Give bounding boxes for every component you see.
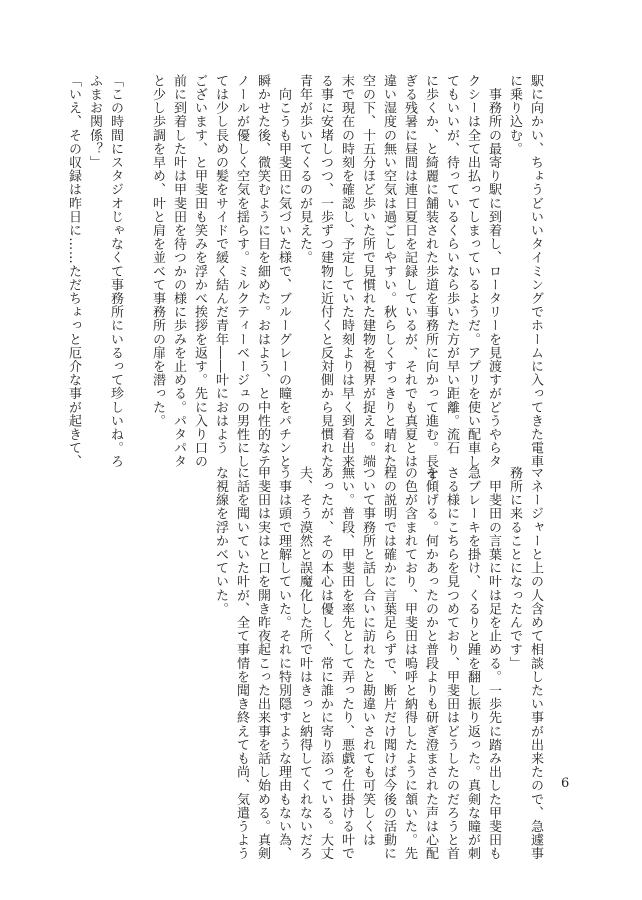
- text-column: に話を聞いていた叶が、全て事情を聞き終えても尚、気遣うよう: [234, 466, 249, 861]
- text-column: る事に安堵しつつ、一歩ずつ建物に近付くと反対側から見慣れた: [318, 74, 333, 469]
- blank-column: [126, 74, 147, 384]
- text-column: ぎる残暑に昼間は連日夏日を記録しているが、それでも真夏とは: [402, 74, 417, 469]
- text-column: と少し歩調を早め、叶と肩を並べて事務所の扉を潜った。: [150, 74, 165, 428]
- text-column: 事務所の最寄り駅に到着し、ロータリーを見渡すがどうやらタ: [486, 74, 501, 469]
- page-number: 6: [561, 776, 570, 791]
- text-column: 違い湿度の無い空気は過ごしやすい。秋らしくすっきりと晴れた: [381, 74, 396, 469]
- text-column: に乗り込む。: [507, 74, 522, 156]
- text-column: の色が含まれており、甲斐田は嗚呼と納得したように頷いた。先: [402, 466, 417, 861]
- text-column: てもいいが、待っているくらいなら歩いた方が早い距離。流石: [444, 74, 459, 455]
- text-column: 務所に来ることになったんです」: [507, 466, 522, 670]
- dialogue-column: 「いえ、その収録は昨日に……ただちょっと厄介な事が起きて、: [66, 74, 81, 469]
- dialogue-column: 「この時間にスタジオじゃなくて事務所にいるって珍しいね。ろ: [108, 74, 123, 469]
- text-column: ございます、と甲斐田も笑みを浮かべ挨拶を返す。先に入り口の: [192, 74, 207, 469]
- text-column: 夫、そう漠然と誤魔化した所で叶はきっと納得してくれないだろ: [297, 466, 312, 861]
- text-column: ては少し長めの髪をサイドで緩く結んだ青年――叶におはよう: [213, 74, 228, 455]
- text-column: 向こうも甲斐田に気づいた様で、ブルーグレーの瞳をパチンと: [276, 74, 291, 469]
- text-column: 駅に向かい、ちょうどいいタイミングでホームに入ってきた電車: [528, 74, 543, 469]
- text-column: 前に到着した叶は甲斐田を待つかの様に歩みを止める。パタパタ: [171, 74, 186, 469]
- text-column: に歩くか、と綺麗に舗装された歩道を事務所に向かって進む。長す: [423, 74, 438, 482]
- text-column: 無い。普段、甲斐田を率先として弄ったり、悪戯を仕掛ける叶で: [339, 466, 354, 861]
- text-column: な視線を浮かべていた。: [213, 466, 228, 616]
- text-column: 瞬かせた後、微笑むように目を細めた。おはよう、と中性的なテ: [255, 74, 270, 469]
- text-column: 空の下、十五分ほど歩いた所で見慣れた建物を視界が捉える。端: [360, 74, 375, 469]
- text-column: ついて事務所と話し合いに訪れたと勘違いされても可笑しくは: [360, 466, 375, 847]
- text-column: 甲斐田は実はと口を開き昨夜起こった出来事を話し始める。真剣: [255, 466, 270, 861]
- text-column: 青年が歩いてくるのが見えた。: [297, 74, 312, 265]
- text-column: ノールが優しく空気を揺らす。ミルクティーベージュの男性にし: [234, 74, 249, 469]
- text-column: 程の説明では確かに言葉足らずで、断片だけ聞けば今後の活動に: [381, 466, 396, 861]
- text-column: 甲斐田の言葉に叶は足を止める。一歩先に踏み出した甲斐田も: [486, 466, 501, 861]
- text-column: う事は頭で理解していた。それに特別隠すような理由もない為、: [276, 466, 291, 861]
- text-column: 末で現在の時刻を確認し、予定していた時刻よりは早く到着出来: [339, 74, 354, 469]
- lower-text-block: [213, 466, 546, 861]
- text-column: 急ブレーキを掛け、くるりと踵を翻し振り返った。真剣な瞳が刺: [465, 466, 480, 861]
- dialogue-column: ふまお関係？」: [87, 74, 102, 170]
- text-column: を傾げる。何かあったのかと普段よりも研ぎ澄まされた声は心配: [423, 466, 438, 861]
- text-column: さる様にこちらを見つめており、甲斐田はどうしたのだろうと首: [444, 466, 459, 861]
- upper-text-block: [66, 74, 546, 482]
- text-column: あったが、その本心は優しく、常に誰かに寄り添っている。大丈: [318, 466, 333, 861]
- text-column: マネージャーと上の人含めて相談したい事が出来たので、急遽事: [528, 466, 543, 861]
- text-column: クシーは全て出払ってしまっているようだ。アプリを使い配車し: [465, 74, 480, 469]
